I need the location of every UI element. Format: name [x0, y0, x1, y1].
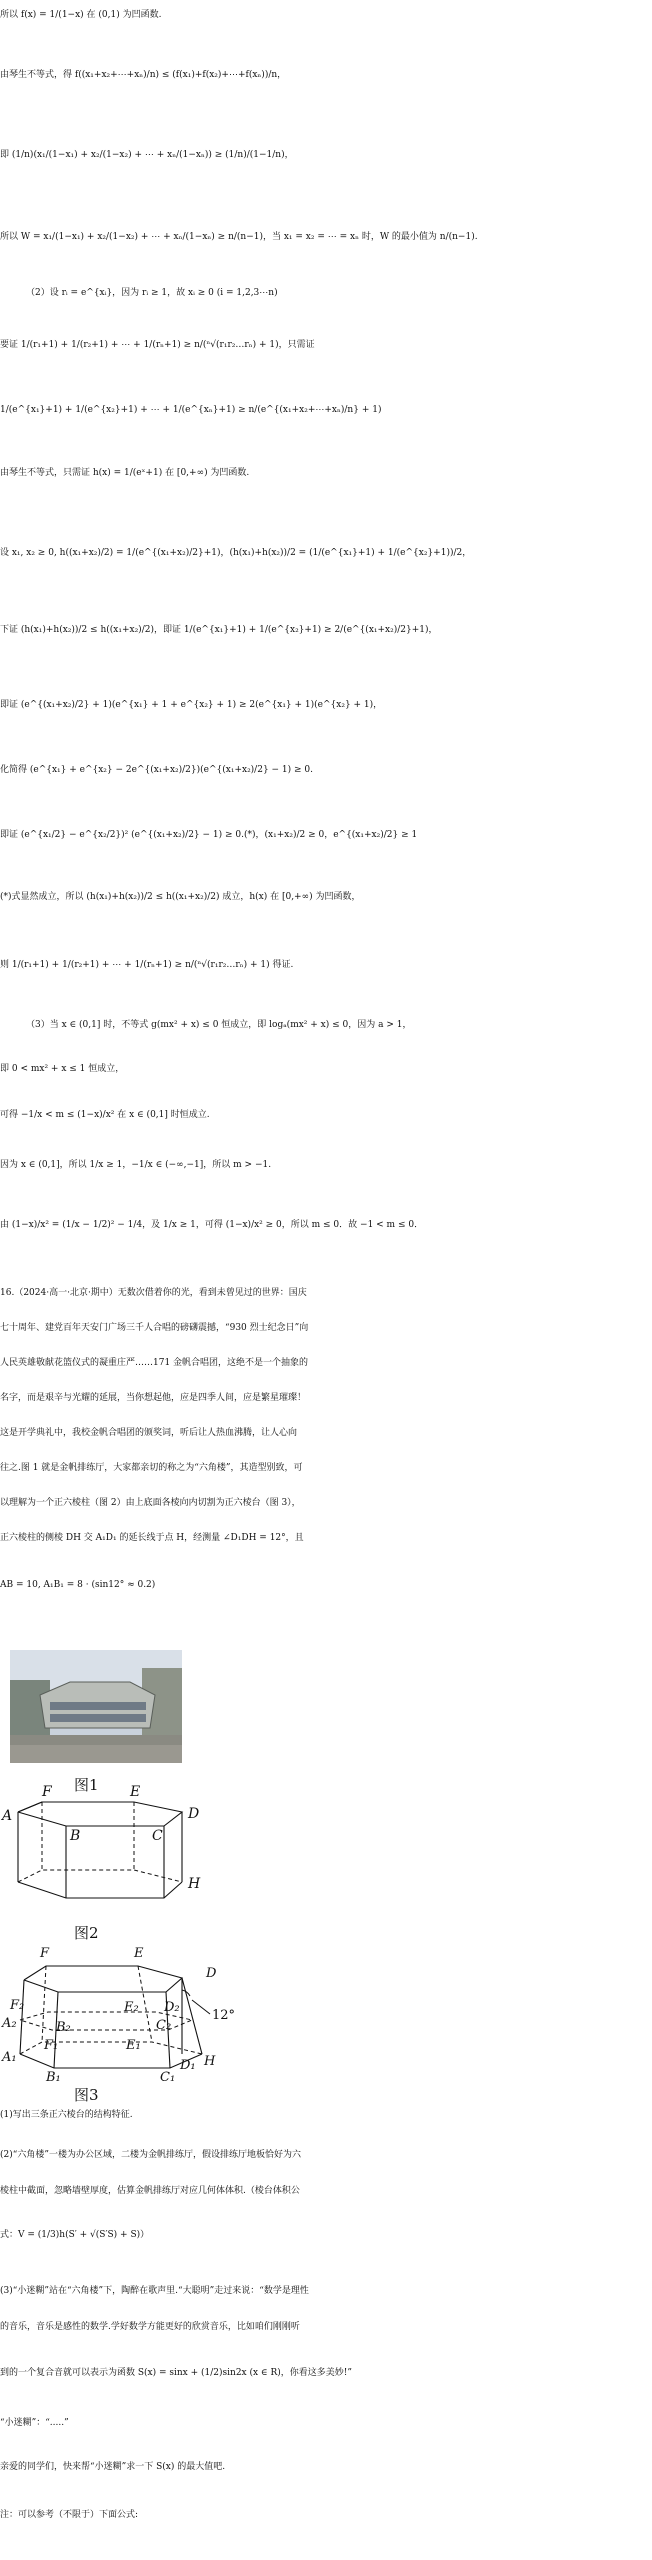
vertex-label-D2: D₂ — [164, 2000, 180, 2015]
problem-line: 往之.图 1 就是金帆排练厅，大家都亲切的称之为“六角楼”，其造型别致，可 — [0, 1463, 303, 1473]
vertex-label-A1: A₁ — [2, 2050, 17, 2065]
problem-line: 名字，而是艰辛与光耀的延展，当你想起他，应是四季人间，应是繁星璀璨！ — [0, 1393, 307, 1403]
figure-2-caption: 图2 — [74, 1924, 99, 1942]
question-line: 注：可以参考（不限于）下面公式: — [0, 2510, 139, 2520]
text-line: 由琴生不等式，只需证 h(x) = 1/(eˣ+1) 在 [0,+∞) 为凹函数. — [0, 468, 250, 478]
figure-1-caption: 图1 — [74, 1776, 99, 1794]
vertex-label-H: H — [204, 2054, 216, 2069]
vertex-label-E2: E₂ — [124, 2000, 139, 2015]
vertex-label-A2: A₂ — [2, 2016, 17, 2031]
hexagonal-prism-drawing — [6, 1798, 206, 1918]
text-line: 由琴生不等式，得 f((x₁+x₂+⋯+xₙ)/n) ≤ (f(x₁)+f(x₂)+⋯+f(xₙ))/n， — [0, 70, 287, 80]
question-line: 到的一个复合音就可以表示为函数 S(x) = sinx + (1/2)sin2x (x ∈ R)，你看这多美妙!” — [0, 2368, 352, 2378]
text-line: 即 0 < mx² + x ≤ 1 恒成立， — [0, 1064, 125, 1074]
text-line: 1/(e^{x₁}+1) + 1/(e^{x₂}+1) + ⋯ + 1/(e^{xₙ}+1) ≥ n/(e^{(x₁+x₂+⋯+xₙ)/n} + 1) — [0, 405, 382, 415]
question-line: (1)写出三条正六棱台的结构特征. — [0, 2110, 133, 2120]
angle-label: 12° — [212, 2008, 236, 2023]
vertex-label-C1: C₁ — [160, 2070, 176, 2085]
text-line: 则 1/(r₁+1) + 1/(r₂+1) + ⋯ + 1/(rₙ+1) ≥ n/(ⁿ√(r₁r₂…rₙ) + 1) 得证. — [0, 960, 294, 970]
question-line: 亲爱的同学们，快来帮“小迷糊”求一下 S(x) 的最大值吧. — [0, 2462, 226, 2472]
building-photo-illustration — [10, 1650, 182, 1763]
question-line: (3)“小迷糊”站在“六角楼”下，陶醉在歌声里.“大聪明”走过来说：“数学是理性 — [0, 2286, 309, 2296]
figure-3-caption: 图3 — [74, 2086, 99, 2104]
figure-3-frustum-diagram — [2, 1946, 236, 2085]
text-line: （2）设 rᵢ = e^{xᵢ}，因为 rᵢ ≥ 1，故 xᵢ ≥ 0 (i = 1,2,3⋯n) — [26, 288, 278, 298]
problem-line: AB = 10, A₁B₁ = 8 · (sin12° ≈ 0.2) — [0, 1580, 156, 1590]
vertex-label-D: D — [206, 1966, 217, 1981]
vertex-label-E1: E₁ — [126, 2038, 141, 2053]
figure-1-photo — [10, 1650, 182, 1763]
problem-line: 人民英雄敬献花篮仪式的凝重庄严……171 金帆合唱团，这绝不是一个抽象的 — [0, 1358, 309, 1368]
text-line: 即证 (e^{(x₁+x₂)/2} + 1)(e^{x₁} + 1 + e^{x₂} + 1) ≥ 2(e^{x₁} + 1)(e^{x₂} + 1)， — [0, 700, 383, 710]
problem-line: 七十周年、建党百年天安门广场三千人合唱的磅礴震撼，“930 烈士纪念日”向 — [0, 1323, 309, 1333]
text-line: 设 x₁, x₂ ≥ 0, h((x₁+x₂)/2) = 1/(e^{(x₁+x₂)/2}+1)，(h(x₁)+h(x₂))/2 = (1/(e^{x₁}+1) + 1/(e^{x₂}+1))/2， — [0, 548, 472, 558]
question-line: “小迷糊”：“.....” — [0, 2418, 69, 2428]
problem-line: 16.（2024·高一·北京·期中）无数次借着你的光，看到未曾见过的世界：国庆 — [0, 1288, 307, 1298]
vertex-label-E: E — [134, 1946, 144, 1961]
text-line: 下证 (h(x₁)+h(x₂))/2 ≤ h((x₁+x₂)/2)，即证 1/(e^{x₁}+1) + 1/(e^{x₂}+1) ≥ 2/(e^{(x₁+x₂)/2}+1)， — [0, 625, 438, 635]
text-line: 由 (1−x)/x² = (1/x − 1/2)² − 1/4，及 1/x ≥ 1，可得 (1−x)/x² ≥ 0，所以 m ≤ 0．故 −1 < m ≤ 0． — [0, 1220, 424, 1230]
text-line: 要证 1/(r₁+1) + 1/(r₂+1) + ⋯ + 1/(rₙ+1) ≥ n/(ⁿ√(r₁r₂…rₙ) + 1)，只需证 — [0, 340, 315, 350]
vertex-label-D: D — [188, 1806, 200, 1822]
text-line: （3）当 x ∈ (0,1] 时，不等式 g(mx² + x) ≤ 0 恒成立，即 logₐ(mx² + x) ≤ 0，因为 a > 1， — [26, 1020, 412, 1030]
question-line: 棱柱中截面，忽略墙壁厚度，估算金帆排练厅对应几何体体积.（棱台体积公 — [0, 2186, 300, 2196]
text-line: 即 (1/n)(x₁/(1−x₁) + x₂/(1−x₂) + ⋯ + xₙ/(1−xₙ)) ≥ (1/n)/(1−1/n)， — [0, 150, 294, 160]
hexagonal-frustum-drawing — [6, 1950, 236, 2080]
vertex-label-B: B — [70, 1828, 81, 1844]
text-line: 可得 −1/x < m ≤ (1−x)/x² 在 x ∈ (0,1] 时恒成立. — [0, 1110, 210, 1120]
vertex-label-A: A — [2, 1808, 13, 1824]
text-line: 所以 W = x₁/(1−x₁) + x₂/(1−x₂) + ⋯ + xₙ/(1−xₙ) ≥ n/(n−1)，当 x₁ = x₂ = ⋯ = xₙ 时，W 的最小值为 n/(n−1). — [0, 232, 478, 242]
problem-line: 这是开学典礼中，我校金帆合唱团的颁奖词，听后让人热血沸腾，让人心向 — [0, 1428, 298, 1438]
vertex-label-F2: F₂ — [10, 1998, 25, 2013]
vertex-label-C2: C₂ — [156, 2018, 172, 2033]
text-line: 即证 (e^{x₁/2} − e^{x₂/2})² (e^{(x₁+x₂)/2} − 1) ≥ 0.(*)，(x₁+x₂)/2 ≥ 0，e^{(x₁+x₂)/2} ≥ 1 — [0, 830, 418, 840]
question-line: 式：V = (1/3)h(S′ + √(S′S) + S)） — [0, 2230, 150, 2240]
vertex-label-F: F — [40, 1946, 50, 1961]
vertex-label-C: C — [152, 1828, 163, 1844]
vertex-label-D1: D₁ — [180, 2058, 196, 2073]
problem-line: 正六棱柱的侧棱 DH 交 A₁D₁ 的延长线于点 H，经测量 ∠D₁DH = 12°，且 — [0, 1533, 304, 1543]
problem-line: 以理解为一个正六棱柱（图 2）由上底面各棱向内切割为正六棱台（图 3）， — [0, 1498, 301, 1508]
vertex-label-E: E — [130, 1784, 141, 1800]
vertex-label-H: H — [188, 1876, 201, 1892]
text-line: (*)式显然成立，所以 (h(x₁)+h(x₂))/2 ≤ h((x₁+x₂)/2) 成立，h(x) 在 [0,+∞) 为凹函数， — [0, 892, 361, 902]
vertex-label-B2: B₂ — [56, 2020, 71, 2035]
text-line: 化简得 (e^{x₁} + e^{x₂} − 2e^{(x₁+x₂)/2})(e^{(x₁+x₂)/2} − 1) ≥ 0. — [0, 765, 314, 775]
text-line: 因为 x ∈ (0,1]，所以 1/x ≥ 1，−1/x ∈ (−∞,−1]，所以 m > −1. — [0, 1160, 272, 1170]
text-line: 所以 f(x) = 1/(1−x) 在 (0,1) 为凹函数. — [0, 10, 162, 20]
vertex-label-F1: F₁ — [44, 2038, 59, 2053]
question-line: 的音乐，音乐是感性的数学.学好数学方能更好的欣赏音乐，比如咱们刚刚听 — [0, 2322, 300, 2332]
vertex-label-B1: B₁ — [46, 2070, 61, 2085]
vertex-label-F: F — [42, 1784, 52, 1800]
question-line: (2)“六角楼”一楼为办公区域，二楼为金帆排练厅，假设排练厅地板恰好为六 — [0, 2150, 301, 2160]
